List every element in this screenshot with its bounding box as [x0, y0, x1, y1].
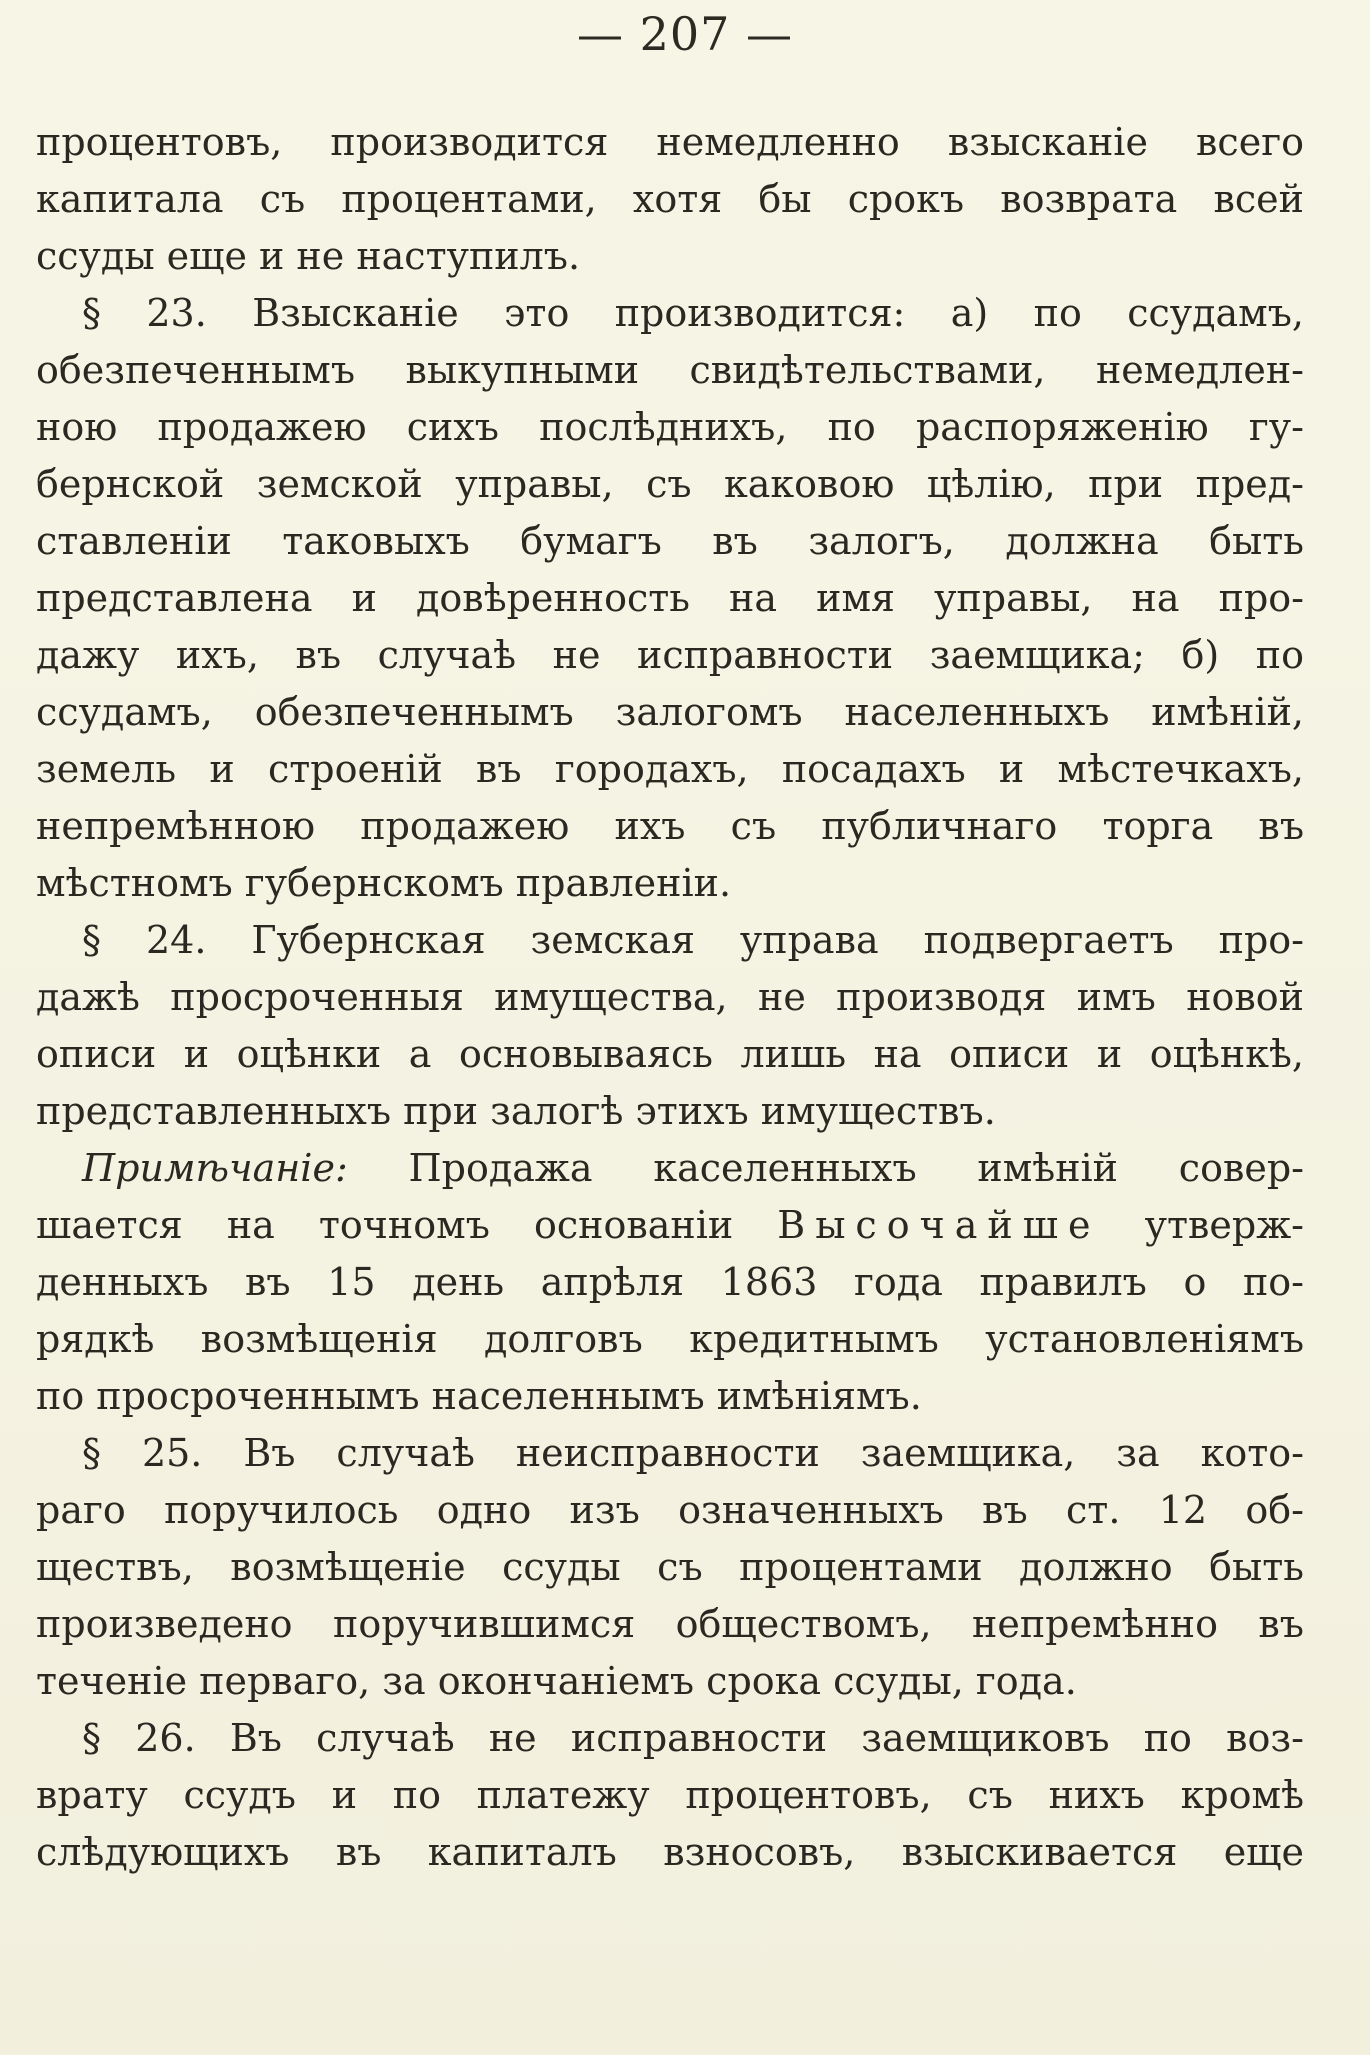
text-line	[36, 912, 1304, 969]
text-line	[36, 1824, 1304, 1881]
text-segment: по просроченнымъ населеннымъ имѣніямъ.	[36, 1374, 922, 1418]
text-line	[36, 969, 1304, 1026]
text-line	[36, 171, 1304, 228]
text-line	[36, 1197, 1304, 1254]
text-segment: представлена и довѣренность на имя управы, на про-	[36, 576, 1304, 620]
text-line	[36, 741, 1304, 798]
text-segment: дажѣ просроченныя имущества, не производя имъ новой	[36, 975, 1304, 1019]
text-segment: врату ссудъ и по платежу процентовъ, съ нихъ кромѣ	[36, 1773, 1304, 1817]
text-line	[36, 684, 1304, 741]
text-segment: ставленіи таковыхъ бумагъ въ залогъ, должна быть	[36, 519, 1304, 563]
text-segment: Продажа каселенныхъ имѣній совер-	[347, 1146, 1304, 1190]
text-line	[36, 1596, 1304, 1653]
text-segment: утверж-	[1100, 1203, 1305, 1247]
text-line	[36, 570, 1304, 627]
text-line	[36, 1311, 1304, 1368]
text-segment: § 23. Взысканіе это производится: а) по ссудамъ,	[82, 291, 1304, 335]
text-segment: дажу ихъ, въ случаѣ не исправности заемщика; б) по	[36, 633, 1304, 677]
text-line	[36, 513, 1304, 570]
text-line	[36, 798, 1304, 855]
text-segment: шается на точномъ основаніи	[36, 1203, 778, 1247]
text-line	[36, 1254, 1304, 1311]
text-segment: рядкѣ возмѣщенія долговъ кредитнымъ установленіямъ	[36, 1317, 1304, 1361]
text-line	[36, 285, 1304, 342]
text-line	[36, 627, 1304, 684]
text-line	[36, 1368, 1304, 1425]
text-line	[36, 1653, 1304, 1710]
text-segment: обезпеченнымъ выкупными свидѣтельствами, немедлен-	[36, 348, 1304, 392]
text-segment: бернской земской управы, съ каковою цѣлію, при пред-	[36, 462, 1304, 506]
text-line	[36, 456, 1304, 513]
text-line	[36, 1710, 1304, 1767]
text-segment: § 25. Въ случаѣ неисправности заемщика, за кото-	[82, 1431, 1304, 1475]
text-line	[36, 1482, 1304, 1539]
text-line	[36, 1083, 1304, 1140]
text-line	[36, 399, 1304, 456]
body-text	[36, 114, 1304, 1881]
spaced-emphasis: Высочайше	[777, 1203, 1101, 1247]
text-line	[36, 342, 1304, 399]
text-line	[36, 1539, 1304, 1596]
text-segment: представленныхъ при залогѣ этихъ имуществъ.	[36, 1089, 996, 1133]
text-line	[36, 1140, 1304, 1197]
page-number: — 207 —	[576, 7, 794, 61]
text-segment: капитала съ процентами, хотя бы срокъ возврата всей	[36, 177, 1304, 221]
text-line	[36, 1425, 1304, 1482]
text-segment: процентовъ, производится немедленно взысканіе всего	[36, 120, 1304, 164]
text-segment: денныхъ въ 15 день апрѣля 1863 года правилъ о по-	[36, 1260, 1304, 1304]
text-segment: ссуды еще и не наступилъ.	[36, 234, 581, 278]
text-line	[36, 1767, 1304, 1824]
text-segment: ною продажею сихъ послѣднихъ, по распоряженію гу-	[36, 405, 1304, 449]
text-segment: земель и строеній въ городахъ, посадахъ и мѣстечкахъ,	[36, 747, 1304, 791]
text-line	[36, 114, 1304, 171]
text-segment: ществъ, возмѣщеніе ссуды съ процентами должно быть	[36, 1545, 1304, 1589]
text-segment: ссудамъ, обезпеченнымъ залогомъ населенныхъ имѣній,	[36, 690, 1304, 734]
text-segment: § 24. Губернская земская управа подвергаетъ про-	[82, 918, 1304, 962]
text-segment: раго поручилось одно изъ означенныхъ въ ст. 12 об-	[36, 1488, 1304, 1532]
text-segment: теченіе перваго, за окончаніемъ срока ссуды, года.	[36, 1659, 1077, 1703]
text-line	[36, 1026, 1304, 1083]
text-segment: мѣстномъ губернскомъ правленіи.	[36, 861, 732, 905]
text-line	[36, 855, 1304, 912]
text-segment: непремѣнною продажею ихъ съ публичнаго торга въ	[36, 804, 1304, 848]
text-segment: произведено поручившимся обществомъ, непремѣнно въ	[36, 1602, 1304, 1646]
text-segment: § 26. Въ случаѣ не исправности заемщиковъ по воз-	[82, 1716, 1304, 1760]
text-line	[36, 228, 1304, 285]
note-label: Примѣчаніе:	[82, 1146, 348, 1190]
text-segment: слѣдующихъ въ капиталъ взносовъ, взыскивается еще	[36, 1830, 1304, 1874]
text-segment: описи и оцѣнки а основываясь лишь на описи и оцѣнкѣ,	[36, 1032, 1304, 1076]
